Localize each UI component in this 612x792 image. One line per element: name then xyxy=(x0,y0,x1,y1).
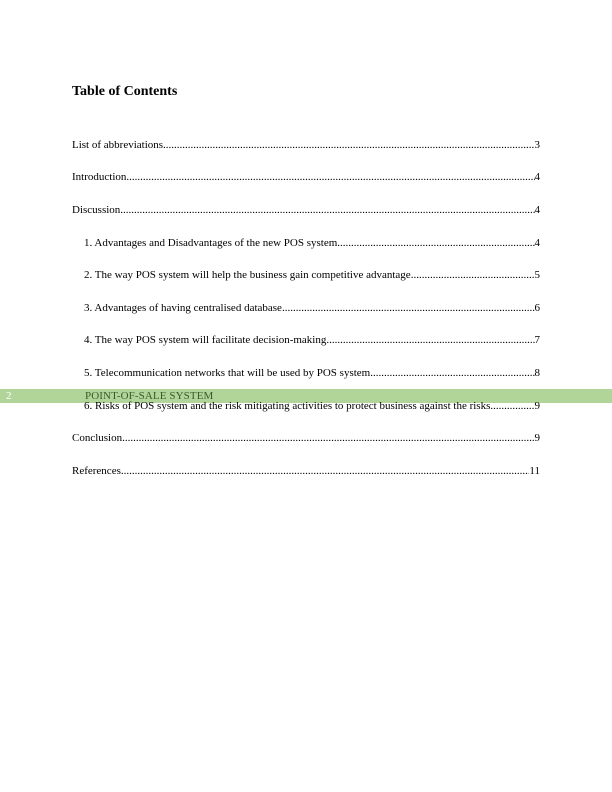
toc-entry-page-number: 7 xyxy=(534,334,540,346)
dot-leader xyxy=(163,138,534,152)
toc-entry-competitive-advantage[interactable] xyxy=(84,268,540,282)
toc-entry-page-number: 5 xyxy=(534,269,540,281)
dot-leader xyxy=(126,170,534,184)
dot-leader xyxy=(122,431,534,445)
dot-leader xyxy=(326,333,534,347)
toc-entry-discussion[interactable] xyxy=(72,203,540,217)
dot-leader xyxy=(490,399,534,413)
toc-entry-references[interactable] xyxy=(72,464,540,478)
toc-entry-label: 4. The way POS system will facilitate decision-making xyxy=(84,334,327,346)
toc-entry-label: 6. Risks of POS system and the risk mitigating activities to protect business against the risks xyxy=(84,400,491,412)
toc-entry-label: Introduction xyxy=(72,171,127,183)
dot-leader xyxy=(120,203,534,217)
toc-title: Table of Contents xyxy=(72,84,178,99)
toc-entry-page-number: 8 xyxy=(534,367,540,379)
dot-leader xyxy=(121,464,530,478)
toc-entry-label: 5. Telecommunication networks that will be used by POS system xyxy=(84,367,371,379)
toc-entry-label: Conclusion xyxy=(72,432,123,444)
toc-entry-label: Discussion xyxy=(72,204,121,216)
toc-entry-label: 3. Advantages of having centralised database xyxy=(84,302,282,314)
toc-entry-page-number: 11 xyxy=(529,465,540,477)
toc-entry-introduction[interactable] xyxy=(72,170,540,184)
dot-leader xyxy=(337,236,534,250)
toc-entry-page-number: 4 xyxy=(534,237,540,249)
toc-entry-page-number: 9 xyxy=(534,432,540,444)
toc-entry-telecommunication-networks[interactable] xyxy=(84,366,540,380)
header-running-title: POINT-OF-SALE SYSTEM xyxy=(85,390,214,402)
toc-entry-label: 2. The way POS system will help the business gain competitive advantage xyxy=(84,269,411,281)
toc-entry-advantages-disadvantages[interactable] xyxy=(84,236,540,250)
toc-entry-page-number: 3 xyxy=(534,139,540,151)
header-page-number: 2 xyxy=(6,390,12,402)
toc-entry-page-number: 6 xyxy=(534,302,540,314)
toc-entry-label: References xyxy=(72,465,121,477)
toc-entry-page-number: 4 xyxy=(534,171,540,183)
toc-entry-page-number: 9 xyxy=(534,400,540,412)
dot-leader xyxy=(411,268,535,282)
dot-leader xyxy=(282,301,535,315)
toc-entry-page-number: 4 xyxy=(534,204,540,216)
toc-entry-centralised-database[interactable] xyxy=(84,301,540,315)
toc-entry-label: List of abbreviations xyxy=(72,139,164,151)
toc-entry-label: 1. Advantages and Disadvantages of the new POS system xyxy=(84,237,338,249)
dot-leader xyxy=(370,366,534,380)
toc-entry-decision-making[interactable] xyxy=(84,333,540,347)
toc-entry-risks[interactable] xyxy=(84,399,540,413)
toc-entry-conclusion[interactable] xyxy=(72,431,540,445)
toc-entry-list-of-abbreviations[interactable] xyxy=(72,138,540,152)
